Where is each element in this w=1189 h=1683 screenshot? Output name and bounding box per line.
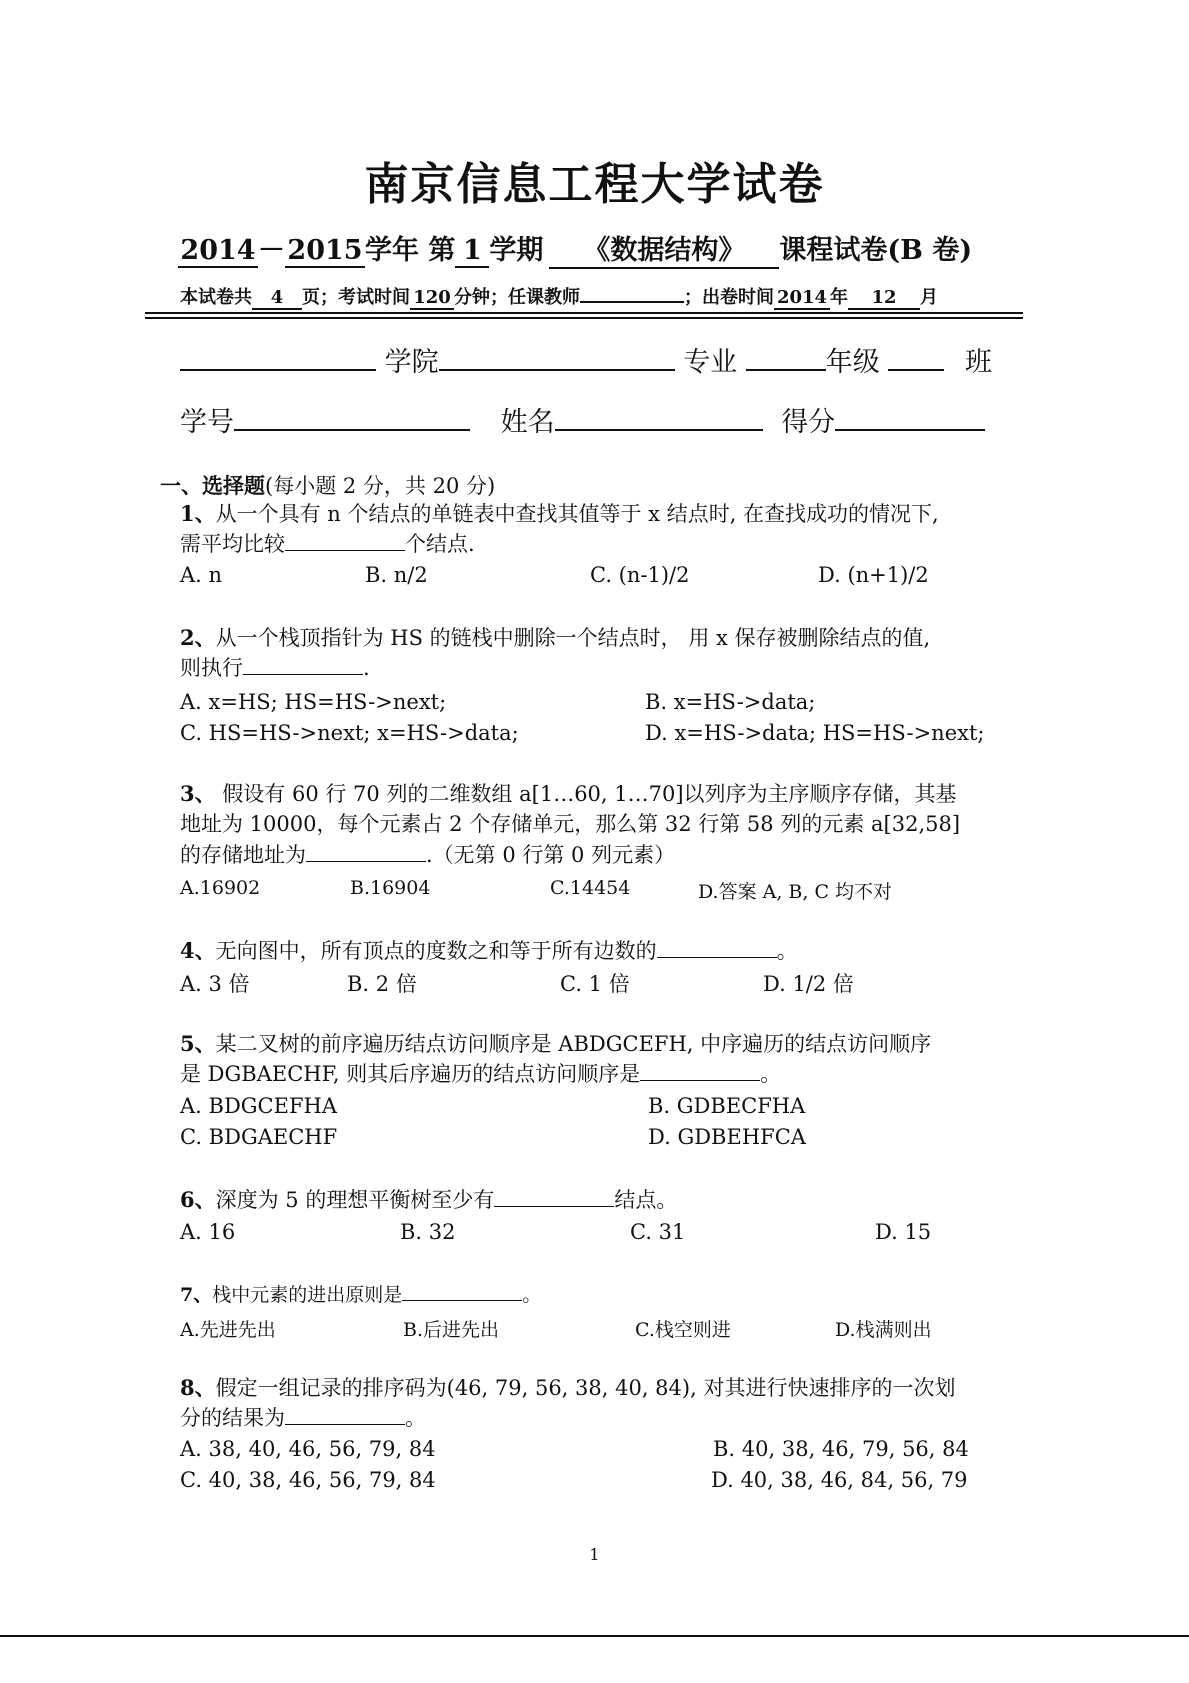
question-3-line-2: 地址为 10000，每个元素占 2 个存储单元，那么第 32 行第 58 列的元素 a[32,58] bbox=[180, 812, 961, 836]
option-b: B. GDBECFHA bbox=[648, 1094, 806, 1118]
option-b: B.16904 bbox=[350, 877, 431, 899]
question-text: . bbox=[363, 656, 370, 680]
option-d: D. 1/2 倍 bbox=[763, 972, 854, 996]
option-a: A.先进先出 bbox=[180, 1319, 276, 1341]
exam-minutes: 120 bbox=[410, 287, 454, 310]
option-c: C. BDGAECHF bbox=[180, 1125, 338, 1149]
major-blank[interactable] bbox=[439, 347, 675, 371]
option-b: B. x=HS->data; bbox=[645, 690, 816, 714]
option-a: A.16902 bbox=[180, 877, 261, 899]
score-label: 得分 bbox=[781, 407, 836, 438]
exam-year-line bbox=[178, 228, 972, 269]
issue-year: 2014 bbox=[774, 287, 830, 310]
name-label: 姓名 bbox=[500, 407, 555, 438]
term-number: 1 bbox=[455, 235, 489, 268]
option-d: D. 40, 38, 46, 84, 56, 79 bbox=[711, 1468, 968, 1492]
section-note: (每小题 2 分，共 20 分) bbox=[265, 474, 496, 498]
option-d: D. GDBEHFCA bbox=[648, 1125, 806, 1149]
answer-blank[interactable] bbox=[402, 1282, 522, 1301]
answer-blank[interactable] bbox=[657, 939, 777, 958]
option-b: B. 40, 38, 46, 79, 56, 84 bbox=[713, 1437, 969, 1461]
question-7 bbox=[180, 1280, 541, 1311]
exam-time-label: 页；考试时间 bbox=[302, 287, 410, 308]
question-number: 7、 bbox=[180, 1284, 213, 1306]
question-text: 从一个具有 n 个结点的单链表中查找其值等于 x 结点时, 在查找成功的情况下, bbox=[215, 502, 939, 526]
year-unit: 年 bbox=[830, 287, 848, 308]
option-d: D. (n+1)/2 bbox=[818, 563, 929, 587]
option-c: C.14454 bbox=[550, 877, 631, 899]
question-text: 需平均比较 bbox=[180, 532, 285, 556]
student-id-blank[interactable] bbox=[234, 407, 470, 431]
answer-blank[interactable] bbox=[243, 656, 363, 675]
question-text: 无向图中，所有顶点的度数之和等于所有边数的 bbox=[215, 939, 657, 963]
option-d: D. 15 bbox=[875, 1220, 932, 1244]
question-text: 深度为 5 的理想平衡树至少有 bbox=[215, 1188, 495, 1212]
college-label: 学院 bbox=[384, 347, 439, 378]
option-a: A. 3 倍 bbox=[180, 972, 250, 996]
option-c: C. HS=HS->next; x=HS->data; bbox=[180, 721, 519, 745]
option-c: C. (n-1)/2 bbox=[590, 563, 690, 587]
option-b: B. 32 bbox=[400, 1220, 456, 1244]
question-number: 1、 bbox=[180, 501, 216, 526]
teacher-blank bbox=[580, 301, 684, 303]
exam-title: 南京信息工程大学试卷 bbox=[364, 159, 825, 210]
question-number: 3、 bbox=[180, 781, 216, 806]
question-text: 。 bbox=[405, 1406, 426, 1430]
option-a: A. n bbox=[180, 563, 223, 587]
answer-blank[interactable] bbox=[306, 843, 426, 862]
question-text: 栈中元素的进出原则是 bbox=[212, 1284, 403, 1306]
exam-label: 课程试卷(B 卷) bbox=[779, 235, 973, 266]
question-text: 。 bbox=[776, 939, 798, 963]
section-title: 一、选择题 bbox=[160, 474, 265, 498]
option-a: A. 16 bbox=[180, 1220, 236, 1244]
option-a: A. x=HS; HS=HS->next; bbox=[180, 690, 447, 714]
question-number: 2、 bbox=[180, 625, 216, 650]
page-bottom-rule bbox=[0, 1635, 1189, 1637]
option-d: D. x=HS->data; HS=HS->next; bbox=[645, 721, 985, 745]
question-number: 4、 bbox=[180, 938, 216, 963]
option-a: A. 38, 40, 46, 56, 79, 84 bbox=[180, 1437, 436, 1461]
option-c: C. 1 倍 bbox=[560, 972, 630, 996]
major-label: 专业 bbox=[683, 347, 738, 378]
header-rule-top bbox=[145, 312, 1023, 314]
pages-label: 本试卷共 bbox=[180, 287, 252, 308]
student-id-label: 学号 bbox=[180, 407, 234, 438]
course-name: 《数据结构》 bbox=[549, 228, 779, 269]
xueqi-label: 学期 bbox=[489, 235, 544, 266]
question-text: 个结点. bbox=[405, 532, 475, 556]
question-text: .（无第 0 行第 0 列元素） bbox=[426, 843, 676, 867]
question-text: 是 DGBAECHF, 则其后序遍历的结点访问顺序是 bbox=[180, 1062, 641, 1086]
year-dash: － bbox=[258, 235, 285, 266]
question-text: 分的结果为 bbox=[180, 1406, 285, 1430]
question-text: 结点。 bbox=[614, 1188, 678, 1212]
issue-month: 12 bbox=[848, 287, 920, 310]
question-5 bbox=[180, 1028, 931, 1060]
option-d: D.栈满则出 bbox=[835, 1319, 932, 1341]
question-8-line-2 bbox=[180, 1403, 426, 1434]
student-row-2 bbox=[180, 400, 985, 439]
year-end: 2015 bbox=[285, 235, 365, 268]
page-count: 4 bbox=[252, 287, 302, 310]
question-1 bbox=[180, 498, 939, 530]
question-2-line-2 bbox=[180, 653, 370, 684]
question-6 bbox=[180, 1184, 677, 1216]
question-text: 假定一组记录的排序码为(46, 79, 56, 38, 40, 84), 对其进行快速排序的一次划 bbox=[215, 1376, 956, 1400]
question-text: 从一个栈顶指针为 HS 的链栈中删除一个结点时， 用 x 保存被删除结点的值, bbox=[215, 626, 931, 650]
score-blank[interactable] bbox=[835, 407, 985, 431]
section-heading bbox=[160, 470, 495, 500]
grade-label: 年级 bbox=[825, 347, 880, 378]
college-blank[interactable] bbox=[180, 347, 376, 371]
option-c: C. 31 bbox=[630, 1220, 686, 1244]
question-2 bbox=[180, 622, 930, 654]
answer-blank[interactable] bbox=[285, 532, 405, 551]
class-blank[interactable] bbox=[888, 347, 944, 371]
question-text: 。 bbox=[522, 1284, 542, 1306]
question-text: 假设有 60 行 70 列的二维数组 a[1…60, 1…70]以列序为主序顺序存储，其基 bbox=[215, 782, 957, 806]
month-unit: 月 bbox=[920, 287, 938, 308]
question-8 bbox=[180, 1372, 955, 1404]
student-row-1 bbox=[180, 340, 992, 379]
issue-date-label: ；出卷时间 bbox=[684, 287, 774, 308]
question-text: 的存储地址为 bbox=[180, 843, 306, 867]
option-d: D.答案 A, B, C 均不对 bbox=[698, 881, 893, 903]
teacher-label: 分钟；任课教师 bbox=[454, 287, 580, 308]
question-number: 5、 bbox=[180, 1031, 216, 1056]
question-3 bbox=[180, 778, 957, 810]
exam-info-line bbox=[180, 283, 938, 310]
question-number: 6、 bbox=[180, 1187, 216, 1212]
answer-blank[interactable] bbox=[494, 1188, 614, 1207]
name-blank[interactable] bbox=[555, 407, 763, 431]
question-3-line-3 bbox=[180, 840, 675, 871]
page-number: 1 bbox=[589, 1545, 600, 1564]
question-text: 某二叉树的前序遍历结点访问顺序是 ABDGCEFH, 中序遍历的结点访问顺序 bbox=[215, 1032, 932, 1056]
header-rule-bottom bbox=[145, 317, 1023, 319]
question-1-line-2 bbox=[180, 529, 475, 560]
answer-blank[interactable] bbox=[640, 1062, 760, 1081]
question-text: 。 bbox=[760, 1062, 782, 1086]
option-b: B. 2 倍 bbox=[347, 972, 417, 996]
option-a: A. BDGCEFHA bbox=[180, 1094, 338, 1118]
question-text: 则执行 bbox=[180, 656, 243, 680]
option-b: B. n/2 bbox=[365, 563, 428, 587]
year-start: 2014 bbox=[178, 235, 258, 268]
question-5-line-2 bbox=[180, 1059, 781, 1090]
option-c: C.栈空则进 bbox=[635, 1319, 731, 1341]
question-4 bbox=[180, 935, 798, 967]
xuenian-label: 学年 第 bbox=[365, 235, 456, 266]
grade-blank[interactable] bbox=[746, 347, 826, 371]
question-number: 8、 bbox=[180, 1375, 216, 1400]
option-c: C. 40, 38, 46, 56, 79, 84 bbox=[180, 1468, 436, 1492]
answer-blank[interactable] bbox=[285, 1406, 405, 1425]
class-label: 班 bbox=[964, 347, 992, 378]
option-b: B.后进先出 bbox=[403, 1319, 500, 1341]
